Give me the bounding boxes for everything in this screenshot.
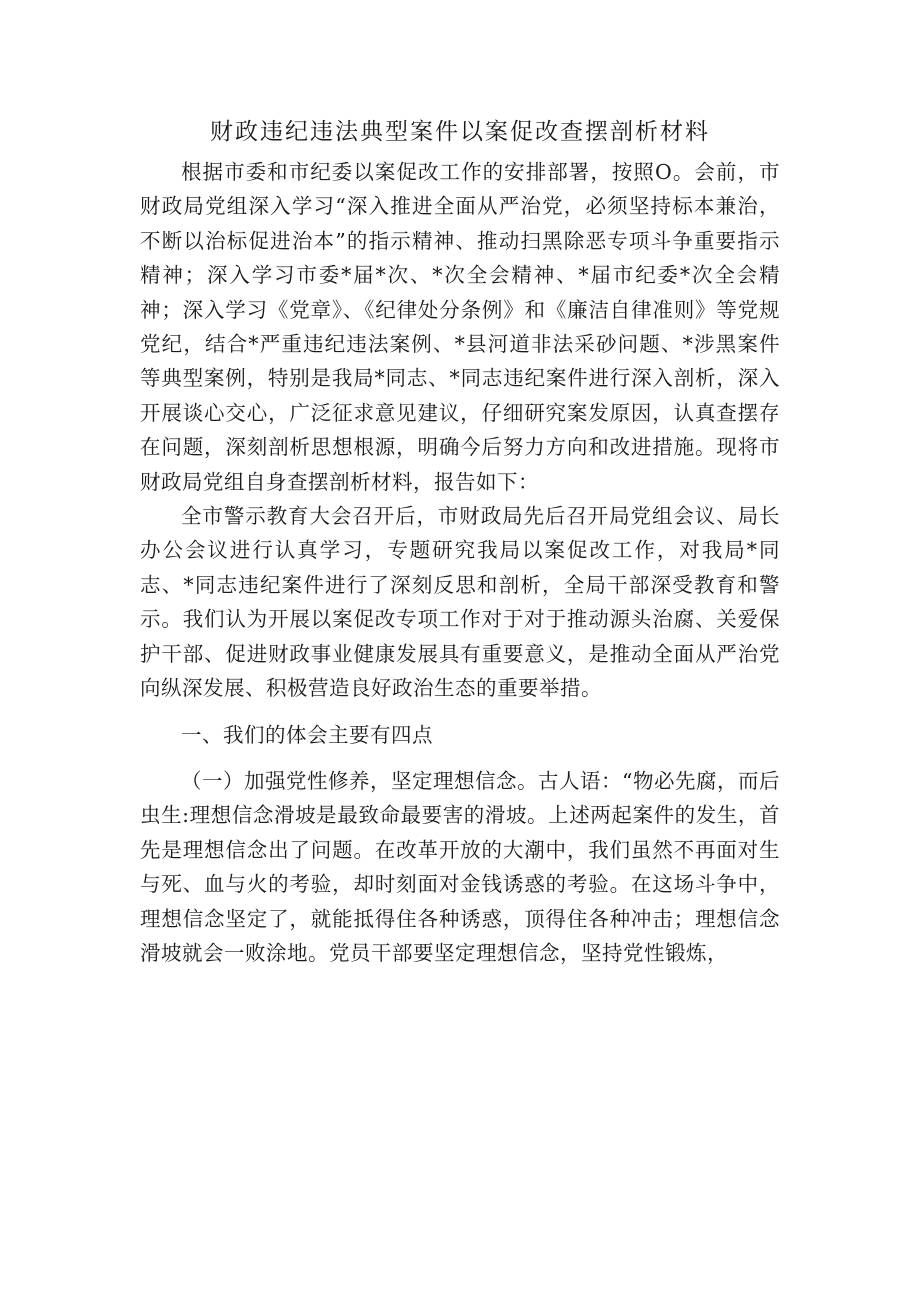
body-paragraph: 全市警示教育大会召开后，市财政局先后召开局党组会议、局长办公会议进行认真学习，专题研究我局以案促改工作，对我局*同志、*同志违纪案件进行了深刻反思和剖析，全局干部深受教育和警示。我们认为开展以案促改专项工作对于对于推动源头治腐、关爱保护干部、促进财政事业健康发展具有重要意义，是推动全面从严治党向纵深发展、积极营造良好政治生态的重要举措。 (140, 504, 780, 701)
document-page (140, 112, 780, 970)
section-spacer (140, 752, 780, 764)
intro-paragraph: 根据市委和市纪委以案促改工作的安排部署，按照O。会前，市财政局党组深入学习“深入推进全面从严治党，必须坚持标本兼治，不断以治标促进治本”的指示精神、推动扫黑除恶专项斗争重要指示精神；深入学习市委*届*次、*次全会精神、*届市纪委*次全会精神；深入学习《党章》、《纪律处分条例》和《廉洁自律准则》等党规党纪，结合*严重违纪违法案例、*县河道非法采砂问题、*涉黑案件等典型案例，特别是我局*同志、*同志违纪案件进行深入剖析，深入开展谈心交心，广泛征求意见建议，仔细研究案发原因，认真查摆存在问题，深刻剖析思想根源，明确今后努力方向和改进措施。现将市财政局党组自身查摆剖析材料，报告如下： (140, 160, 780, 494)
subsection-paragraph: （一）加强党性修养，坚定理想信念。古人语：“物必先腐，而后虫生:理想信念滑坡是最致命最要害的滑坡。上述两起案件的发生，首先是理想信念出了问题。在改革开放的大潮中，我们虽然不再面对生与死、血与火的考验，却时刻面对金钱诱惑的考验。在这场斗争中，理想信念坚定了，就能抵得住各种诱惑，顶得住各种冲击；理想信念滑坡就会一败涂地。党员干部要坚定理想信念，坚持党性锻炼， (140, 768, 780, 965)
section-spacer (140, 706, 780, 718)
section-heading: 一、我们的体会主要有四点 (181, 722, 433, 747)
document-title: 财政违纪违法典型案件以案促改查摆剖析材料 (210, 119, 710, 145)
